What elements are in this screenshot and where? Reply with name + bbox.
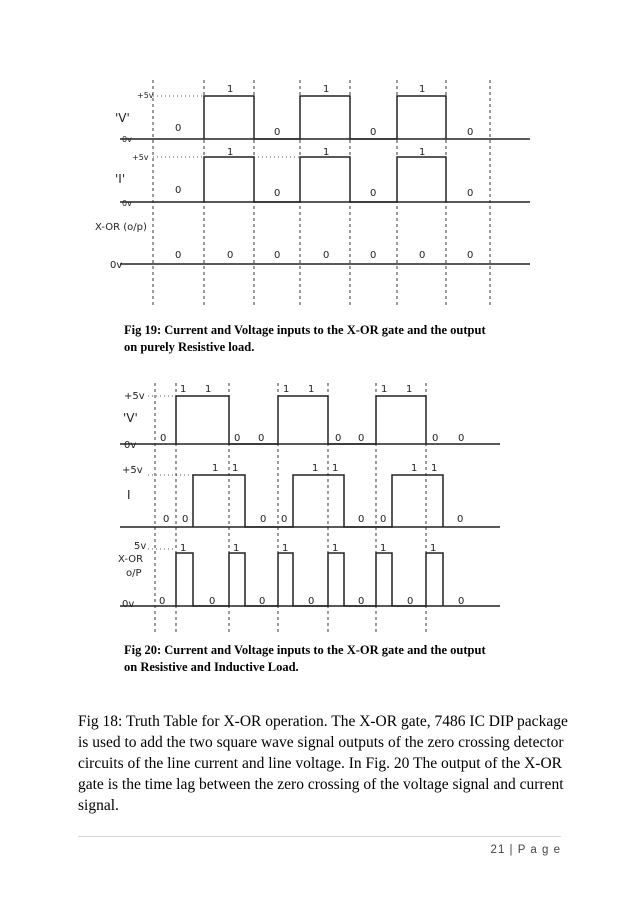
logic-value: 1 [312,463,319,474]
caption-line: Fig 19: Current and Voltage inputs to the X-OR gate and the output [124,323,486,337]
logic-value: 0 [175,250,182,261]
page-footer [480,844,561,856]
fig19-i-waveform [204,157,446,202]
fig20-v-name-label: 'V' [123,411,138,425]
logic-value: 0 [370,250,377,261]
logic-value: 1 [323,147,330,158]
logic-value: 0 [358,514,365,525]
logic-value: 0 [159,596,166,607]
logic-value: 1 [419,147,426,158]
logic-value: 0 [458,596,465,607]
logic-value: 0 [209,596,216,607]
logic-value: 0 [370,127,377,138]
logic-value: 0 [467,188,474,199]
caption-line: Fig 20: Current and Voltage inputs to the X-OR gate and the output [124,643,486,657]
fig20-xor-zero-label: 0v [122,599,135,610]
body-line: signal. [78,797,119,814]
body-line: gate is the time lag between the zero crossing of the voltage signal and current [78,776,564,793]
logic-value: 1 [406,384,413,395]
logic-value: 1 [308,384,315,395]
logic-value: 0 [259,596,266,607]
logic-value: 1 [332,463,339,474]
logic-value: 1 [380,543,387,554]
fig20-xor-name-label-1: X-OR [118,554,144,565]
logic-value: 1 [332,543,339,554]
logic-value: 1 [180,384,187,395]
logic-value: 0 [175,185,182,196]
logic-value: 1 [419,84,426,95]
logic-value: 0 [358,596,365,607]
fig19-v-zero-label: 0v [122,135,132,144]
logic-value: 0 [227,250,234,261]
body-paragraph [78,711,578,816]
logic-value: 0 [467,250,474,261]
logic-value: 0 [467,127,474,138]
fig19-i-plus-label: +5v [132,153,149,162]
body-line: is used to add the two square wave signal outputs of the zero crossing detector [78,734,564,751]
footer-divider [78,836,561,837]
logic-value: 0 [407,596,414,607]
fig19-v-waveform [204,96,446,139]
body-line: circuits of the line current and line voltage. In Fig. 20 The output of the X-OR [78,755,562,772]
logic-value: 1 [323,84,330,95]
logic-value: 0 [274,188,281,199]
figure-20-caption [124,642,486,676]
page-number: 21 [490,844,506,856]
logic-value: 0 [458,433,465,444]
fig20-v-zero-label: 0v [124,440,137,451]
fig19-xor-name-label: X-OR (o/p) [95,222,147,233]
fig20-vertical-markers [155,383,426,632]
logic-value: 1 [430,543,437,554]
logic-value: 1 [431,463,438,474]
logic-value: 1 [232,463,239,474]
footer-separator: | [509,844,514,856]
fig19-xor-zero-label: 0v [110,260,123,271]
logic-value: 0 [323,250,330,261]
logic-value: 0 [182,514,189,525]
logic-value: 0 [432,433,439,444]
logic-value: 0 [335,433,342,444]
logic-value: 0 [358,433,365,444]
fig19-logic-values [175,84,473,261]
logic-value: 1 [233,543,240,554]
logic-value: 1 [381,384,388,395]
body-line: Fig 18: Truth Table for X-OR operation. The X-OR gate, 7486 IC DIP package [78,713,568,730]
logic-value: 0 [260,514,267,525]
fig20-v-plus-label: +5v [124,391,145,402]
logic-value: 1 [282,543,289,554]
logic-value: 0 [370,188,377,199]
logic-value: 0 [234,433,241,444]
page-word: P a g e [517,844,561,856]
logic-value: 1 [227,147,234,158]
fig20-logic-values [159,384,464,607]
logic-value: 0 [258,433,265,444]
logic-value: 1 [212,463,219,474]
logic-value: 1 [283,384,290,395]
logic-value: 0 [308,596,315,607]
fig20-i-plus-label: +5v [122,465,143,476]
logic-value: 0 [163,514,170,525]
logic-value: 1 [227,84,234,95]
logic-value: 0 [281,514,288,525]
logic-value: 0 [419,250,426,261]
fig19-v-name-label: 'V' [115,111,130,125]
logic-value: 0 [380,514,387,525]
logic-value: 0 [274,127,281,138]
logic-value: 0 [274,250,281,261]
fig20-xor-plus-label: 5v [134,541,147,552]
logic-value: 0 [160,433,167,444]
fig20-v-waveform [176,396,426,444]
logic-value: 0 [175,123,182,134]
logic-value: 1 [180,543,187,554]
logic-value: 1 [411,463,418,474]
fig19-i-name-label: 'I' [115,172,126,186]
fig20-xor-name-label-2: o/P [126,568,142,579]
logic-value: 1 [205,384,212,395]
logic-value: 0 [457,514,464,525]
fig20-i-waveform [193,475,443,527]
fig19-v-plus-label: +5v [137,91,154,100]
caption-line: on purely Resistive load. [124,340,255,354]
figure-20-diagram [120,383,500,632]
caption-line: on Resistive and Inductive Load. [124,660,299,674]
fig20-i-name-label: I [127,488,131,502]
fig19-i-zero-label: 0v [122,199,132,208]
figure-19-caption [124,322,486,356]
